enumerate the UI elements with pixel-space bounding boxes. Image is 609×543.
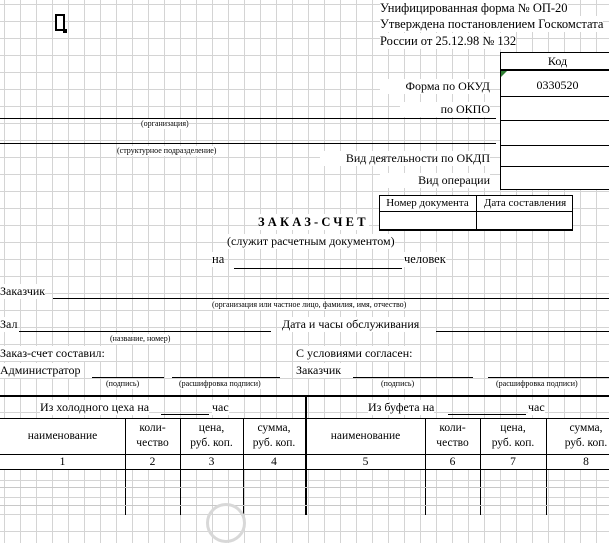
okpo-label: по ОКПО [400,102,490,117]
document-subtitle: (служит расчетным документом) [227,234,395,248]
cold-section-label: Из холодного цеха на [40,400,150,414]
doc-date-value[interactable] [478,212,572,228]
codes-header: Код [547,54,568,68]
buffet-col-qty-header: коли- чество [436,422,469,449]
for-prefix: на [212,252,225,266]
okud-cell-marker [501,71,507,77]
buffet-section-hours-line[interactable] [448,414,526,415]
buffet-col-sum-header: сумма, руб. коп. [564,422,608,449]
document-title: ЗАКАЗ-СЧЕТ [258,215,369,229]
buffet-col-price-header: цена, руб. коп. [491,422,535,449]
hall-label: Зал [0,317,18,331]
administrator-decode-line[interactable] [172,377,280,378]
organization-caption: (организация) [141,119,189,128]
customer-label: Заказчик [0,284,46,298]
buffet-section-label: Из буфета на [368,400,435,414]
customer-decode-line[interactable] [488,377,609,378]
cold-col-number-4: 4 [271,456,277,468]
subdivision-caption: (структурное подразделение) [117,146,217,155]
doc-number-value[interactable] [380,212,475,228]
cold-col-number-2: 2 [149,456,156,468]
administrator-label: Администратор [0,363,81,377]
table-row[interactable] [0,488,609,505]
watermark-shape [206,503,246,543]
customer-signature-caption: (подпись) [381,379,415,388]
cold-col-sum-header: сумма, руб. коп. [252,422,296,449]
hall-caption: (название, номер) [110,334,171,343]
approved-date-label: России от 25.12.98 № 132 [380,34,517,48]
buffet-section-hours-label: час [528,400,545,414]
okud-value[interactable]: 0330520 [536,78,579,92]
customer-caption: (организация или частное лицо, фамилия, имя, отчество) [212,300,407,309]
unified-form-label: Унифицированная форма № ОП-20 [380,1,568,15]
operation-label: Вид операции [380,173,490,188]
cold-col-number-1: 1 [59,456,66,468]
customer-line[interactable] [53,298,609,299]
customer-sign-label: Заказчик [296,363,342,377]
administrator-signature-caption: (подпись) [106,379,140,388]
cold-col-qty-header: коли- чество [136,422,169,449]
cold-section-hours-label: час [212,400,229,414]
cold-col-name-header: наименование [27,430,98,442]
approved-by-label: Утверждена постановлением Госкомстата [380,17,604,31]
people-count-line[interactable] [234,268,402,269]
buffet-col-number-7: 7 [510,456,516,468]
people-suffix: человек [404,252,446,266]
buffet-col-number-5: 5 [362,456,369,468]
cold-col-number-3: 3 [208,456,215,468]
doc-date-header: Дата составления [483,197,567,209]
agreed-label: С условиями согласен: [296,346,413,360]
cold-section-hours-line[interactable] [161,414,209,415]
subdivision-line[interactable] [0,143,496,144]
okdp-label: Вид деятельности по ОКДП [320,151,490,166]
cold-col-price-header: цена, руб. коп. [190,422,233,449]
codes-box [500,52,609,190]
administrator-decode-caption: (расшифровка подписи) [179,379,261,388]
administrator-signature-line[interactable] [92,377,164,378]
service-datetime-line[interactable] [436,331,609,332]
buffet-col-number-6: 6 [449,456,456,468]
service-datetime-label: Дата и часы обслуживания [282,317,420,331]
organization-line[interactable] [0,118,496,119]
table-row[interactable] [0,470,609,487]
customer-decode-caption: (расшифровка подписи) [496,379,578,388]
okud-label: Форма по ОКУД [380,79,490,94]
customer-signature-line[interactable] [353,377,473,378]
cell-fill-handle[interactable] [63,29,67,33]
hall-line[interactable] [19,331,271,332]
buffet-col-name-header: наименование [330,430,401,442]
composed-by-label: Заказ-счет составил: [0,346,105,360]
doc-number-header: Номер документа [386,197,469,209]
buffet-col-number-8: 8 [583,456,589,468]
